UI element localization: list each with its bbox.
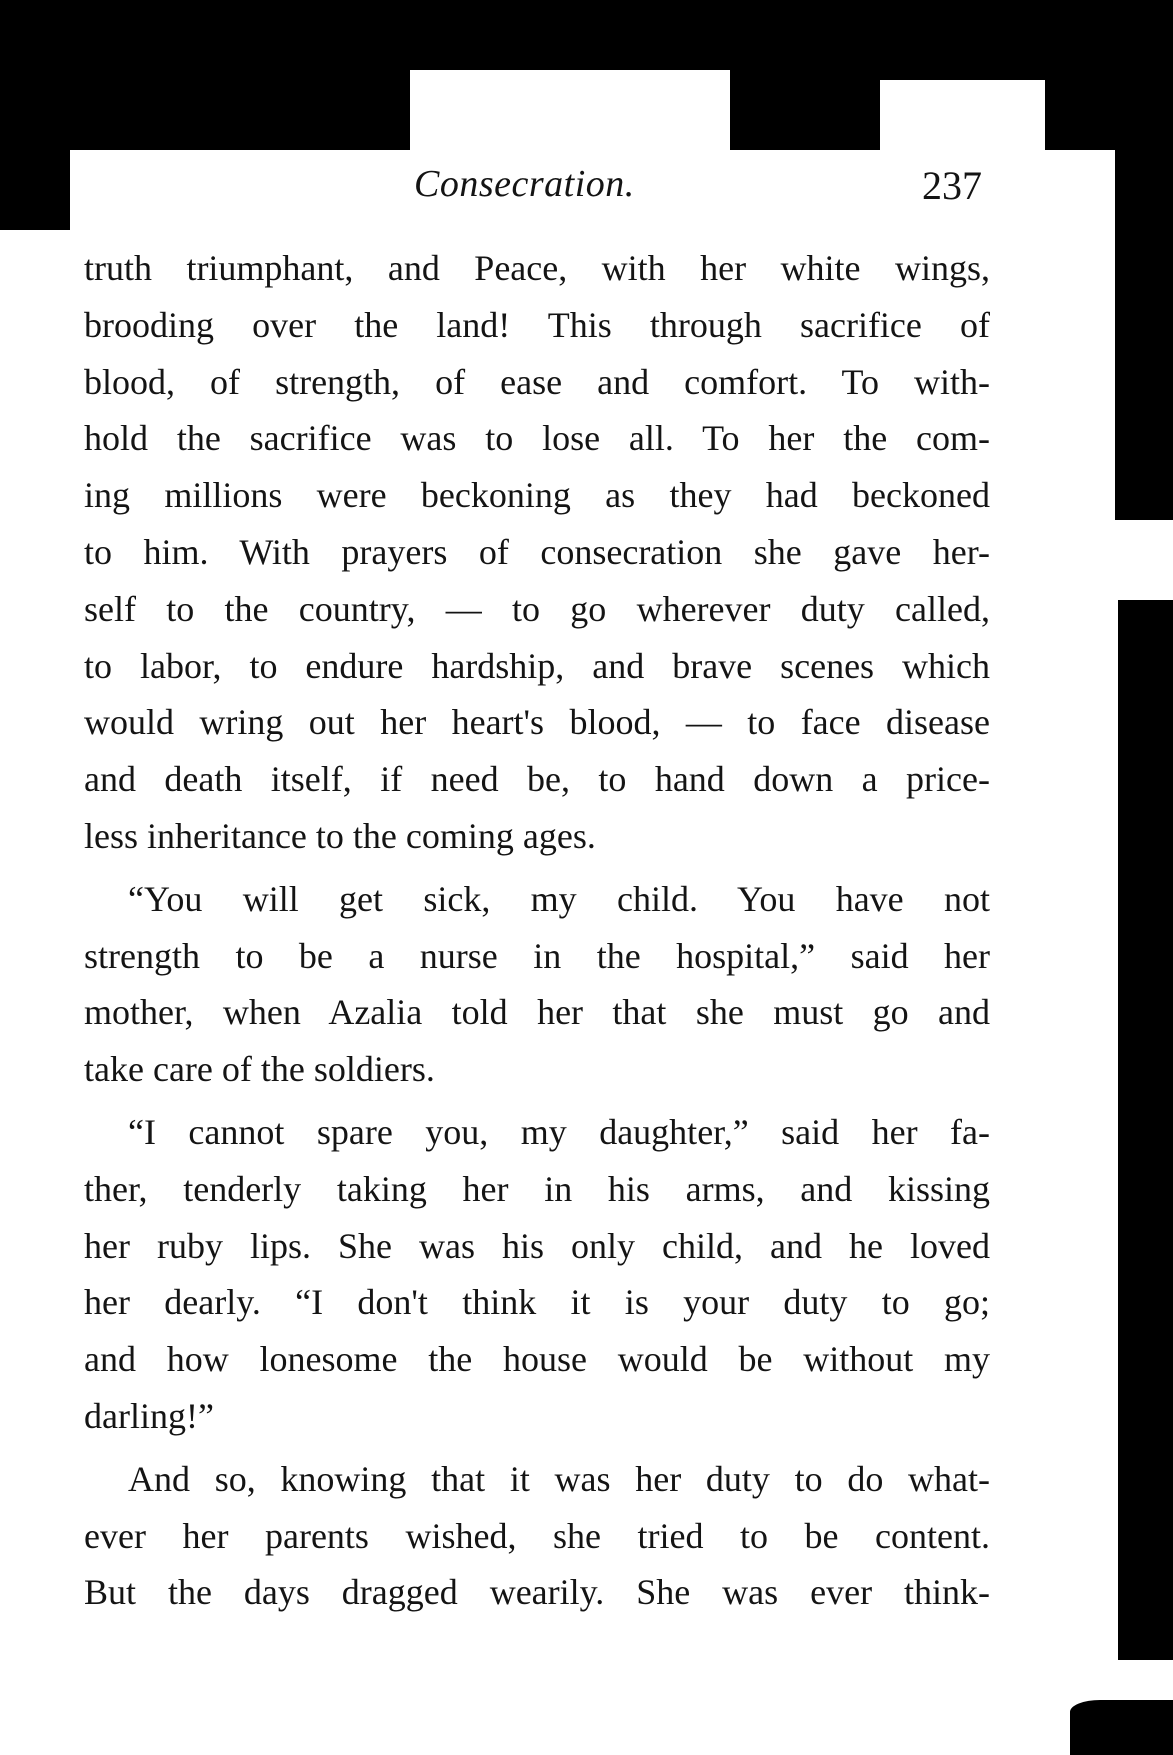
text-line: ing millions were beckoning as they had beckoned	[84, 475, 990, 516]
text-line: darling!”	[84, 1395, 214, 1436]
text-line: her dearly. “I don't think it is your duty to go;	[84, 1282, 990, 1323]
text-line: take care of the soldiers.	[84, 1049, 435, 1090]
text-line: and death itself, if need be, to hand down a price-	[84, 759, 990, 800]
text-line: “You will get sick, my child. You have not	[128, 878, 990, 919]
scan-border-gap	[410, 70, 730, 160]
scan-border-right	[1118, 600, 1173, 1660]
text-line: But the days dragged wearily. She was ever think-	[84, 1572, 990, 1613]
page-number: 237	[922, 163, 982, 208]
text-line: hold the sacrifice was to lose all. To her the com-	[84, 418, 990, 459]
text-line: ther, tenderly taking her in his arms, and kissing	[84, 1168, 990, 1209]
text-line: mother, when Azalia told her that she must go and	[84, 992, 990, 1033]
book-page	[84, 150, 990, 1621]
text-line: would wring out her heart's blood, — to face disease	[84, 702, 990, 743]
scan-border-gap	[1105, 520, 1173, 600]
text-line: less inheritance to the coming ages.	[84, 815, 596, 856]
paragraph	[84, 871, 990, 1098]
text-line: And so, knowing that it was her duty to do what-	[128, 1458, 990, 1499]
scan-border-right	[1115, 150, 1173, 520]
text-line: brooding over the land! This through sacrifice of	[84, 304, 990, 345]
running-title: Consecration.	[414, 163, 635, 205]
text-line: to labor, to endure hardship, and brave scenes which	[84, 645, 990, 686]
scan-border-gap	[880, 80, 1045, 160]
scan-border-left	[0, 150, 70, 230]
text-line: to him. With prayers of consecration she gave her-	[84, 531, 990, 572]
text-line: her ruby lips. She was his only child, and he loved	[84, 1225, 990, 1266]
text-line: strength to be a nurse in the hospital,” said her	[84, 935, 990, 976]
text-line: truth triumphant, and Peace, with her white wings,	[84, 248, 990, 288]
scan-border-bottom	[1070, 1700, 1173, 1755]
text-line: “I cannot spare you, my daughter,” said her fa-	[128, 1111, 990, 1152]
paragraph	[84, 240, 990, 865]
text-line: self to the country, — to go wherever duty called,	[84, 588, 990, 629]
paragraph	[84, 1104, 990, 1445]
paragraph	[84, 1451, 990, 1621]
running-head	[84, 150, 990, 240]
text-line: ever her parents wished, she tried to be content.	[84, 1515, 990, 1556]
text-line: and how lonesome the house would be without my	[84, 1339, 990, 1380]
text-line: blood, of strength, of ease and comfort. To with-	[84, 361, 990, 402]
